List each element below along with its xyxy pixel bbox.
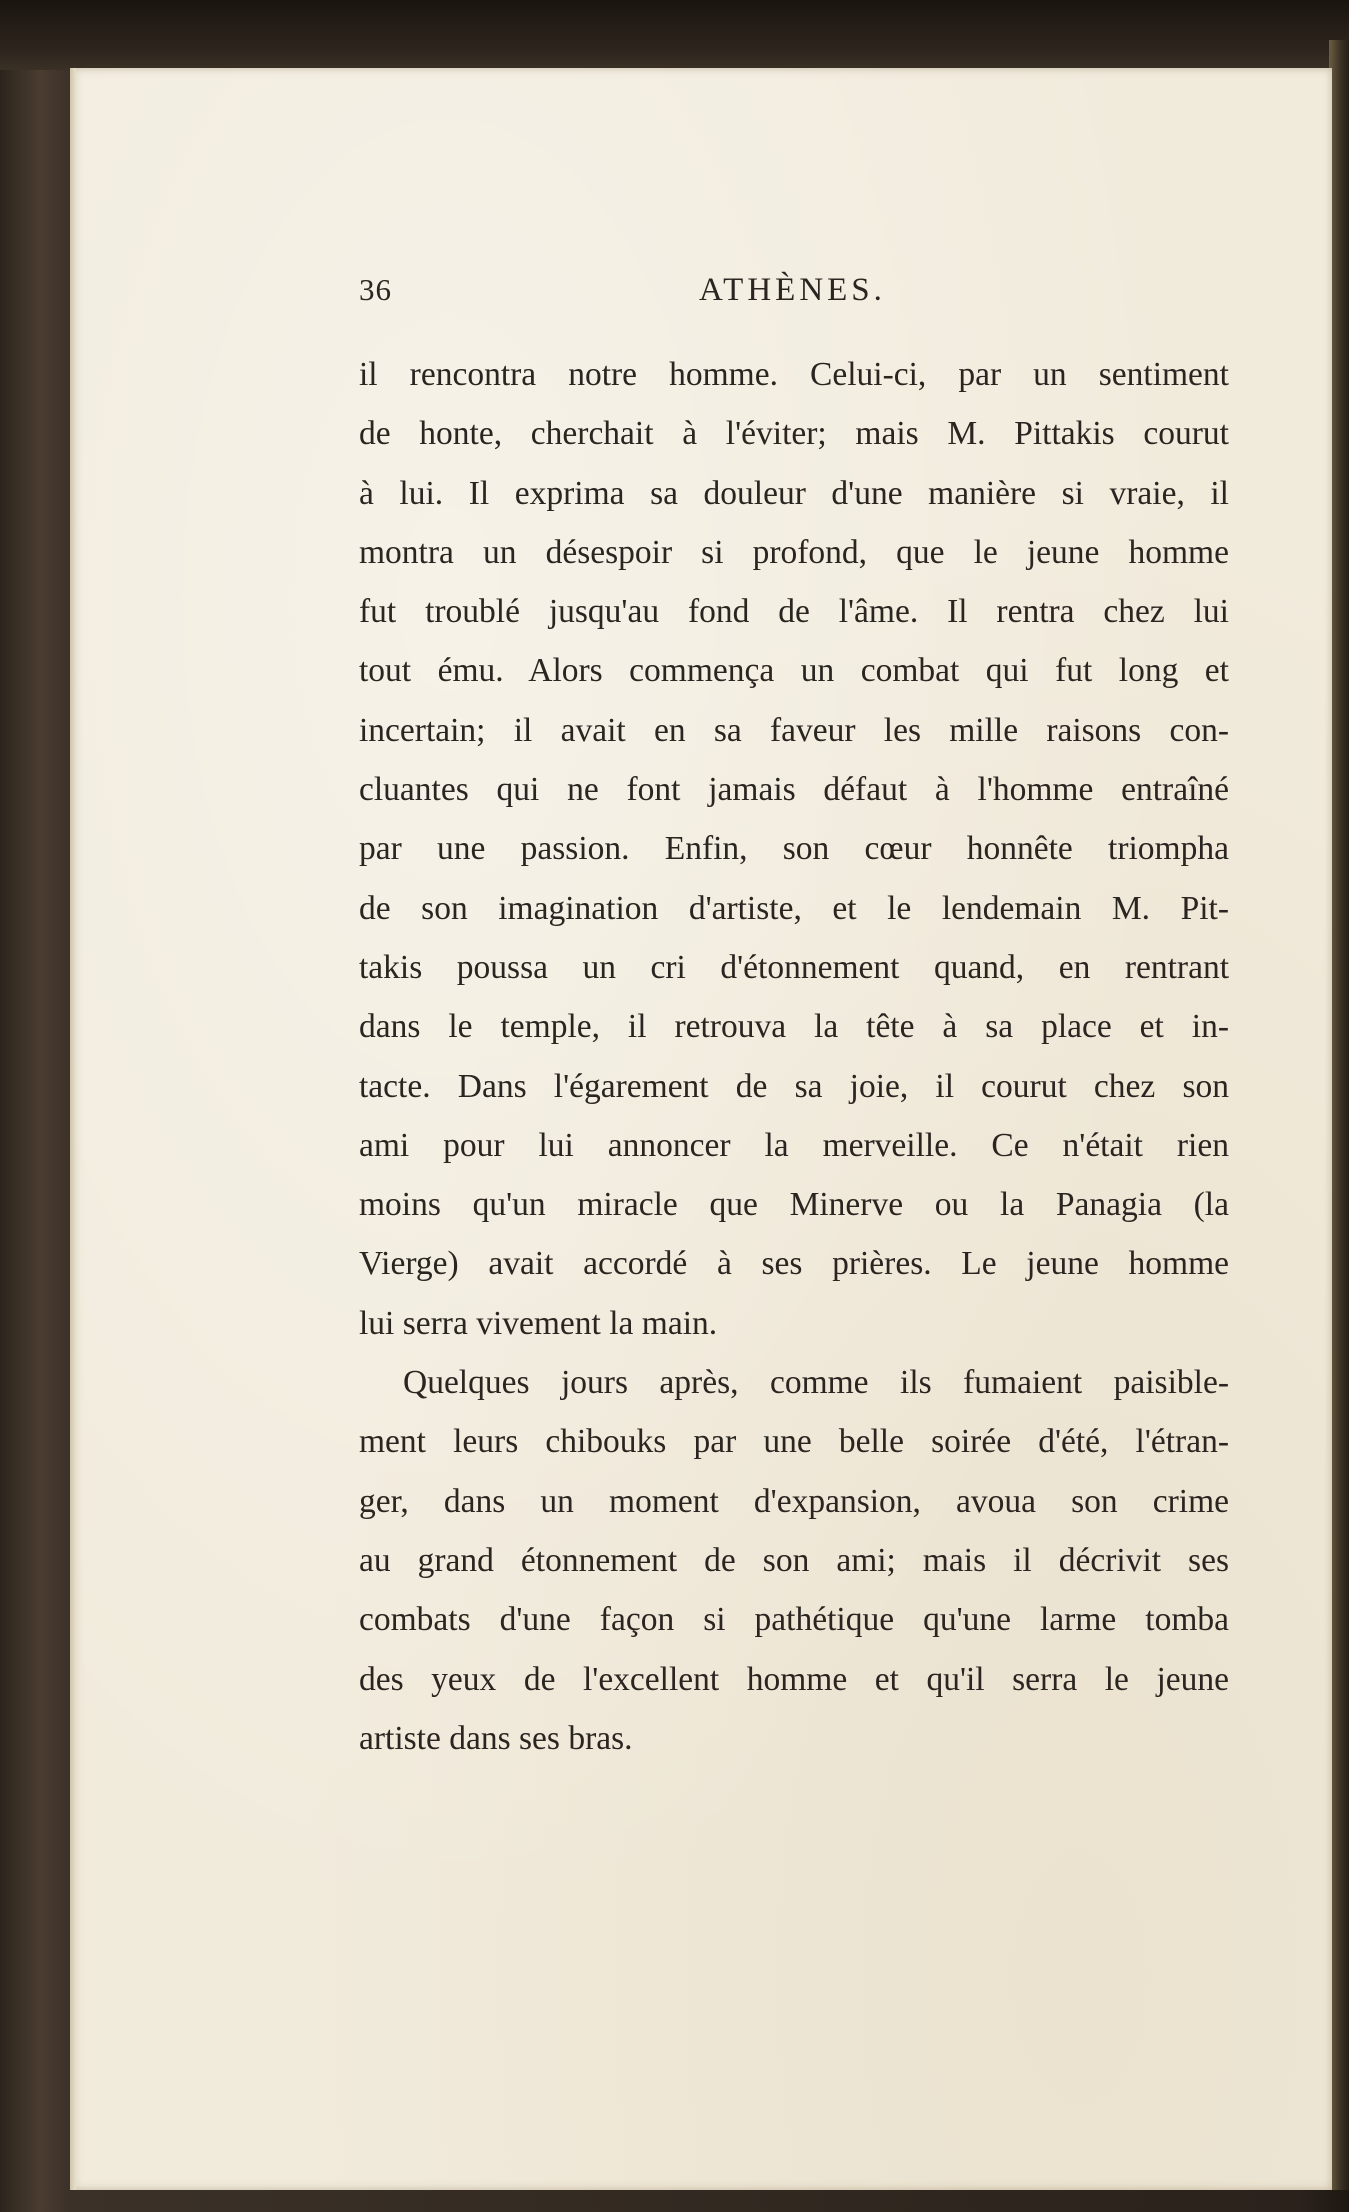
text-line: de honte, cherchait à l'éviter; mais M. Pittakis courut bbox=[359, 415, 1229, 453]
text-line: de son imagination d'artiste, et le lendemain M. Pit- bbox=[359, 889, 1229, 927]
text-line: takis poussa un cri d'étonnement quand, en rentrant bbox=[359, 948, 1229, 986]
page-gutter bbox=[70, 68, 76, 2190]
text-line: ment leurs chibouks par une belle soirée d'été, l'étran- bbox=[359, 1423, 1229, 1461]
paragraph-1 bbox=[359, 345, 1229, 1353]
text-line: il rencontra notre homme. Celui-ci, par un sentiment bbox=[359, 356, 1229, 393]
text-line: par une passion. Enfin, son cœur honnête triompha bbox=[359, 830, 1229, 868]
text-line: tacte. Dans l'égarement de sa joie, il courut chez son bbox=[359, 1067, 1229, 1105]
text-line: fut troublé jusqu'au fond de l'âme. Il rentra chez lui bbox=[359, 593, 1229, 631]
running-title: ATHÈNES. bbox=[699, 272, 886, 308]
text-line: lui serra vivement la main. bbox=[359, 1304, 718, 1342]
text-line: au grand étonnement de son ami; mais il décrivit ses bbox=[359, 1541, 1229, 1579]
text-line: dans le temple, il retrouva la tête à sa place et in- bbox=[359, 1008, 1229, 1046]
book-binding-edge bbox=[1329, 40, 1349, 2190]
text-line: Vierge) avait accordé à ses prières. Le jeune homme bbox=[359, 1245, 1229, 1283]
text-line: ger, dans un moment d'expansion, avoua son crime bbox=[359, 1482, 1229, 1520]
page-header bbox=[359, 272, 1229, 322]
paragraph-2 bbox=[359, 1353, 1229, 1768]
text-line: cluantes qui ne font jamais défaut à l'homme entraîné bbox=[359, 771, 1229, 809]
text-line: ami pour lui annoncer la merveille. Ce n'était rien bbox=[359, 1126, 1229, 1164]
scan-top-edge bbox=[0, 0, 1349, 70]
text-line: incertain; il avait en sa faveur les mille raisons con- bbox=[359, 711, 1229, 749]
body-text bbox=[359, 345, 1229, 1768]
text-line: moins qu'un miracle que Minerve ou la Panagia (la bbox=[359, 1186, 1229, 1224]
text-line: des yeux de l'excellent homme et qu'il serra le jeune bbox=[359, 1660, 1229, 1698]
text-line: montra un désespoir si profond, que le jeune homme bbox=[359, 533, 1229, 571]
text-line: artiste dans ses bras. bbox=[359, 1719, 633, 1757]
text-line: à lui. Il exprima sa douleur d'une manière si vraie, il bbox=[359, 474, 1229, 512]
text-line: combats d'une façon si pathétique qu'une larme tomba bbox=[359, 1601, 1229, 1639]
page-number: 36 bbox=[359, 272, 392, 307]
text-line: Quelques jours après, comme ils fumaient paisible- bbox=[403, 1364, 1229, 1402]
text-line: tout ému. Alors commença un combat qui fut long et bbox=[359, 652, 1229, 690]
